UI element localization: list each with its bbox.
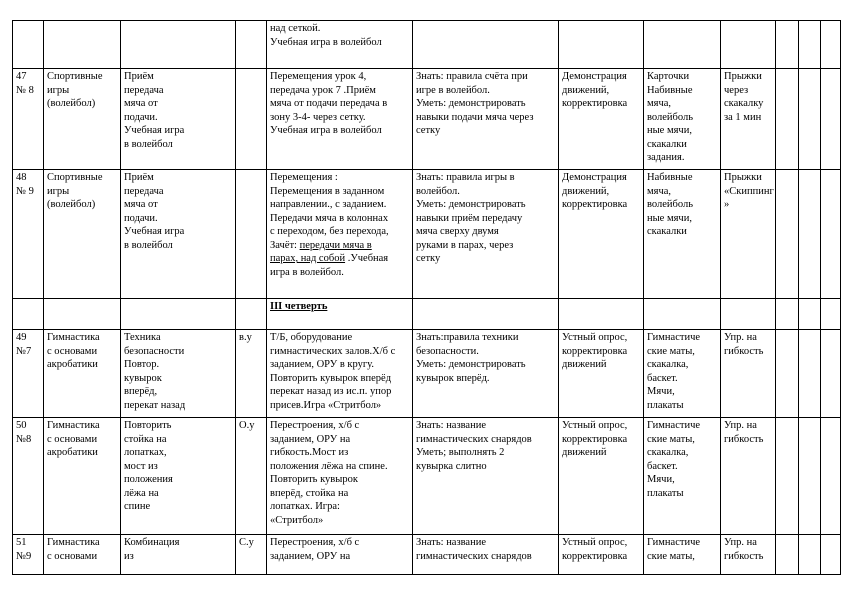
equipment-cell bbox=[644, 21, 721, 69]
topic-cell: Приём передача мяча от подачи. Учебная игра в волейбол bbox=[121, 170, 236, 299]
section-cell: Гимнастика с основами акробатики bbox=[44, 418, 121, 535]
lesson-type-cell bbox=[236, 21, 267, 69]
empty-cell bbox=[776, 69, 799, 170]
table-row bbox=[13, 418, 841, 535]
lesson-type-cell bbox=[236, 69, 267, 170]
lesson-number-cell: 49 №7 bbox=[13, 330, 44, 418]
section-cell bbox=[44, 21, 121, 69]
empty-cell bbox=[821, 170, 841, 299]
empty-cell bbox=[644, 299, 721, 330]
quarter-heading: III четверть bbox=[270, 301, 328, 312]
topic-cell: Приём передача мяча от подачи. Учебная игра в волейбол bbox=[121, 69, 236, 170]
lesson-number-cell bbox=[13, 21, 44, 69]
lesson-number-cell: 50 №8 bbox=[13, 418, 44, 535]
content-cell: Перестроения, х/б с заданием, ОРУ на гибкость.Мост из положения лёжа на спине. Повторить кувырок вперёд, стойка на лопатках. Игра: «Стритбол» bbox=[267, 418, 413, 535]
control-cell: Демонстрация движений, корректировка bbox=[559, 69, 644, 170]
control-cell: Демонстрация движений, корректировка bbox=[559, 170, 644, 299]
control-cell: Устный опрос, корректировка bbox=[559, 535, 644, 575]
empty-cell bbox=[236, 299, 267, 330]
homework-cell bbox=[721, 21, 776, 69]
requirements-cell: Знать: правила игры в волейбол. Уметь: демонстрировать навыки приём передачу мяча сверху двумя руками в парах, через сетку bbox=[413, 170, 559, 299]
control-cell: Устный опрос, корректировка движений bbox=[559, 330, 644, 418]
empty-cell bbox=[799, 330, 821, 418]
empty-cell bbox=[776, 330, 799, 418]
empty-cell bbox=[121, 299, 236, 330]
homework-cell: Упр. на гибкость bbox=[721, 330, 776, 418]
control-cell bbox=[559, 21, 644, 69]
empty-cell bbox=[799, 69, 821, 170]
empty-cell bbox=[821, 330, 841, 418]
lesson-number-cell: 48 № 9 bbox=[13, 170, 44, 299]
empty-cell bbox=[821, 299, 841, 330]
requirements-cell: Знать: название гимнастических снарядов bbox=[413, 535, 559, 575]
requirements-cell bbox=[413, 21, 559, 69]
topic-cell: Комбинация из bbox=[121, 535, 236, 575]
equipment-cell: Гимнастиче ские маты, скакалка, баскет. Мячи, плакаты bbox=[644, 330, 721, 418]
requirements-cell: Знать: название гимнастических снарядов Уметь; выполнять 2 кувырка слитно bbox=[413, 418, 559, 535]
empty-cell bbox=[799, 418, 821, 535]
equipment-cell: Карточки Набивные мяча, волейболь ные мячи, скакалки задания. bbox=[644, 69, 721, 170]
control-cell: Устный опрос, корректировка движений bbox=[559, 418, 644, 535]
empty-cell bbox=[13, 299, 44, 330]
section-cell: Спортивные игры (волейбол) bbox=[44, 170, 121, 299]
topic-cell bbox=[121, 21, 236, 69]
empty-cell bbox=[776, 21, 799, 69]
table-row bbox=[13, 535, 841, 575]
table-row bbox=[13, 69, 841, 170]
section-cell: Гимнастика с основами акробатики bbox=[44, 330, 121, 418]
empty-cell bbox=[821, 535, 841, 575]
content-text: Перемещения : Перемещения в заданном направлении., с заданием. Передачи мяча в колоннах с переходом, без перехода, Зачёт: bbox=[270, 172, 389, 251]
equipment-cell: Набивные мяча, волейболь ные мячи, скакалки bbox=[644, 170, 721, 299]
quarter-header-cell bbox=[267, 299, 413, 330]
content-cell: Перемещения урок 4, передача урок 7 .Приём мяча от подачи передача в зону 3-4- через сетку. Учебная игра в волейбол bbox=[267, 69, 413, 170]
empty-cell bbox=[559, 299, 644, 330]
empty-cell bbox=[776, 535, 799, 575]
empty-cell bbox=[821, 418, 841, 535]
empty-cell bbox=[776, 418, 799, 535]
empty-cell bbox=[44, 299, 121, 330]
section-cell: Спортивные игры (волейбол) bbox=[44, 69, 121, 170]
empty-cell bbox=[821, 21, 841, 69]
content-cell: Т/Б, оборудование гимнастических залов.Х/б с заданием, ОРУ в кругу. Повторить кувырок вперёд перекат назад из ис.п. упор присев.Игра «Стритбол» bbox=[267, 330, 413, 418]
homework-cell: Прыжки через скакалку за 1 мин bbox=[721, 69, 776, 170]
empty-cell bbox=[799, 299, 821, 330]
requirements-cell: Знать: правила счёта при игре в волейбол. Уметь: демонстрировать навыки подачи мяча через сетку bbox=[413, 69, 559, 170]
table-row bbox=[13, 330, 841, 418]
content-cell: над сеткой. Учебная игра в волейбол bbox=[267, 21, 413, 69]
lesson-type-cell: в.у bbox=[236, 330, 267, 418]
topic-cell: Повторить стойка на лопатках, мост из положения лёжа на спине bbox=[121, 418, 236, 535]
section-cell: Гимнастика с основами bbox=[44, 535, 121, 575]
lesson-number-cell: 47 № 8 bbox=[13, 69, 44, 170]
topic-cell: Техника безопасности Повтор. кувырок вперёд, перекат назад bbox=[121, 330, 236, 418]
content-cell bbox=[267, 170, 413, 299]
lesson-type-cell: С.у bbox=[236, 535, 267, 575]
homework-cell: Упр. на гибкость bbox=[721, 418, 776, 535]
empty-cell bbox=[799, 535, 821, 575]
empty-cell bbox=[799, 21, 821, 69]
content-underlined-text: передачи мяча в парах, над собой bbox=[270, 239, 372, 264]
empty-cell bbox=[721, 299, 776, 330]
table-row bbox=[13, 21, 841, 69]
homework-cell: Упр. на гибкость bbox=[721, 535, 776, 575]
lesson-number-cell: 51 №9 bbox=[13, 535, 44, 575]
table-row bbox=[13, 299, 841, 330]
content-text: .Учебная игра в волейбол. bbox=[270, 253, 389, 278]
empty-cell bbox=[413, 299, 559, 330]
empty-cell bbox=[776, 170, 799, 299]
empty-cell bbox=[821, 69, 841, 170]
lesson-type-cell: О.у bbox=[236, 418, 267, 535]
requirements-cell: Знать:правила техники безопасности. Уметь: демонстрировать кувырок вперёд. bbox=[413, 330, 559, 418]
homework-cell: Прыжки «Скиппинг » bbox=[721, 170, 776, 299]
content-cell: Перестроения, х/б с заданием, ОРУ на bbox=[267, 535, 413, 575]
equipment-cell: Гимнастиче ские маты, скакалка, баскет. Мячи, плакаты bbox=[644, 418, 721, 535]
table-row bbox=[13, 170, 841, 299]
empty-cell bbox=[776, 299, 799, 330]
lesson-plan-table bbox=[12, 20, 841, 575]
equipment-cell: Гимнастиче ские маты, bbox=[644, 535, 721, 575]
empty-cell bbox=[799, 170, 821, 299]
lesson-type-cell bbox=[236, 170, 267, 299]
